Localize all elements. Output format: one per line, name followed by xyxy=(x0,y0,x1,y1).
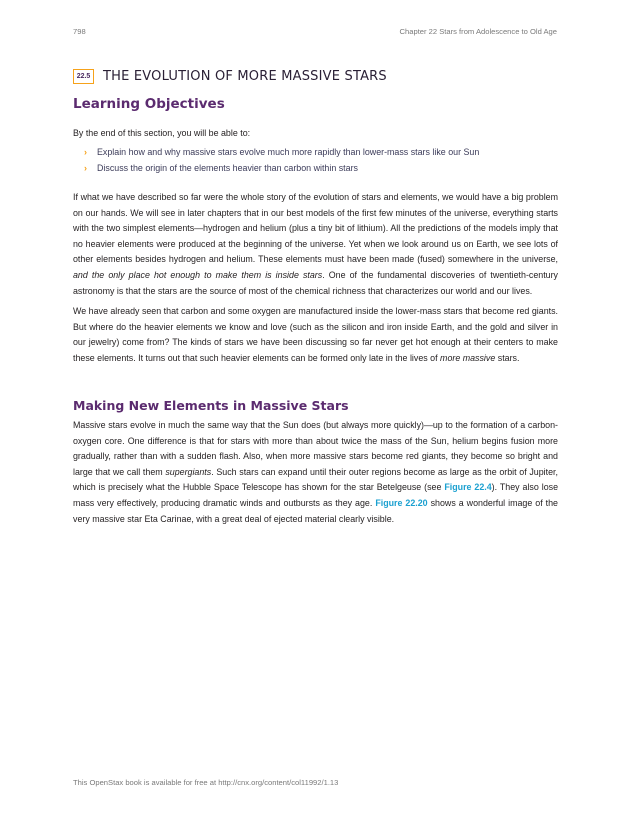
running-header xyxy=(73,27,557,39)
paragraph-text: If what we have described so far were the whole story of the evolution of stars and elements, we would have a big problem on our hands. We will see in later chapters that in our best models of the first few minutes of the universe, everything starts with the two simplest elements—hydrogen and helium (plus a tiny bit of lithium). All the predictions of the models imply that no heavier elements were produced at the beginning of the universe. Yet when we look around us on Earth, we see lots of other elements besides hydrogen and helium. These elements must have been made (fused) somewhere in the universe, xyxy=(73,192,558,265)
subsection-title: Making New Elements in Massive Stars xyxy=(73,398,349,413)
page-footer: This OpenStax book is available for free at http://cnx.org/content/col11992/1.13 xyxy=(73,778,339,787)
figure-link-22-20[interactable]: Figure 22.20 xyxy=(375,497,428,508)
paragraph-text: stars. xyxy=(495,352,520,363)
learning-objectives-title: Learning Objectives xyxy=(73,96,225,112)
section-heading xyxy=(73,66,387,86)
paragraph-text: We have already seen that carbon and some oxygen are manufactured inside the lower-mass stars that become red giants. But where do the heavier elements we know and love (such as the silicon and iron inside Earth, and the gold and silver in our jewelry) come from? The kinds of stars we have been discussing so far never get hot enough at their centers to make these elements. It turns out that such heavier elements can be formed only late in the lives of xyxy=(73,306,558,363)
page-number: 798 xyxy=(73,27,86,36)
section-title: THE EVOLUTION OF MORE MASSIVE STARS xyxy=(103,68,387,84)
paragraph-text: Massive stars evolve in much the same way that the Sun does (but always more quickly)—up to the formation of a carbon-oxygen core. One difference is that for stars with more than about twice the mass of the Sun, helium begins fusion more gradually, rather than with a sudden flash. Also, when more massive stars become red giants, they become so bright and large that we call them xyxy=(73,420,558,477)
paragraph-2 xyxy=(73,304,558,366)
chevron-right-icon: › xyxy=(84,147,87,157)
emphasis-text: and the only place hot enough to make them is inside stars xyxy=(73,269,323,280)
paragraph-text: . One of the fundamental discoveries of twentieth-century astronomy is that the stars are the source of most of the chemical richness that characterizes our world and our lives. xyxy=(73,269,558,296)
paragraph-1 xyxy=(73,190,558,299)
list-item xyxy=(84,145,479,161)
chevron-right-icon: › xyxy=(84,162,87,173)
paragraph-text: shows a wonderful image of the very massive star Eta Carinae, with a great deal of ejected material clearly visible. xyxy=(73,497,558,524)
figure-link-22-4[interactable]: Figure 22.4 xyxy=(444,482,492,493)
paragraph-3 xyxy=(73,418,558,527)
list-item xyxy=(84,161,479,177)
emphasis-text: more massive xyxy=(440,352,496,363)
paragraph-text: . Such stars can expand until their outer regions become as large as the orbit of Jupiter, which is precisely what the Hubble Space Telescope has shown for the star Betelgeuse (see xyxy=(73,466,558,493)
objective-text: Explain how and why massive stars evolve much more rapidly than lower-mass stars like our Sun xyxy=(97,147,480,157)
objectives-list xyxy=(84,145,479,176)
paragraph-text: ). They also lose mass very effectively, producing dramatic winds and outbursts as they age. xyxy=(73,482,559,508)
objectives-intro: By the end of this section, you will be able to: xyxy=(73,128,251,138)
objective-text: Discuss the origin of the elements heavier than carbon within stars xyxy=(97,162,358,173)
emphasis-text: supergiants xyxy=(165,466,212,477)
chapter-title: Chapter 22 Stars from Adolescence to Old Age xyxy=(399,27,557,36)
section-number-badge: 22.5 xyxy=(73,69,94,84)
